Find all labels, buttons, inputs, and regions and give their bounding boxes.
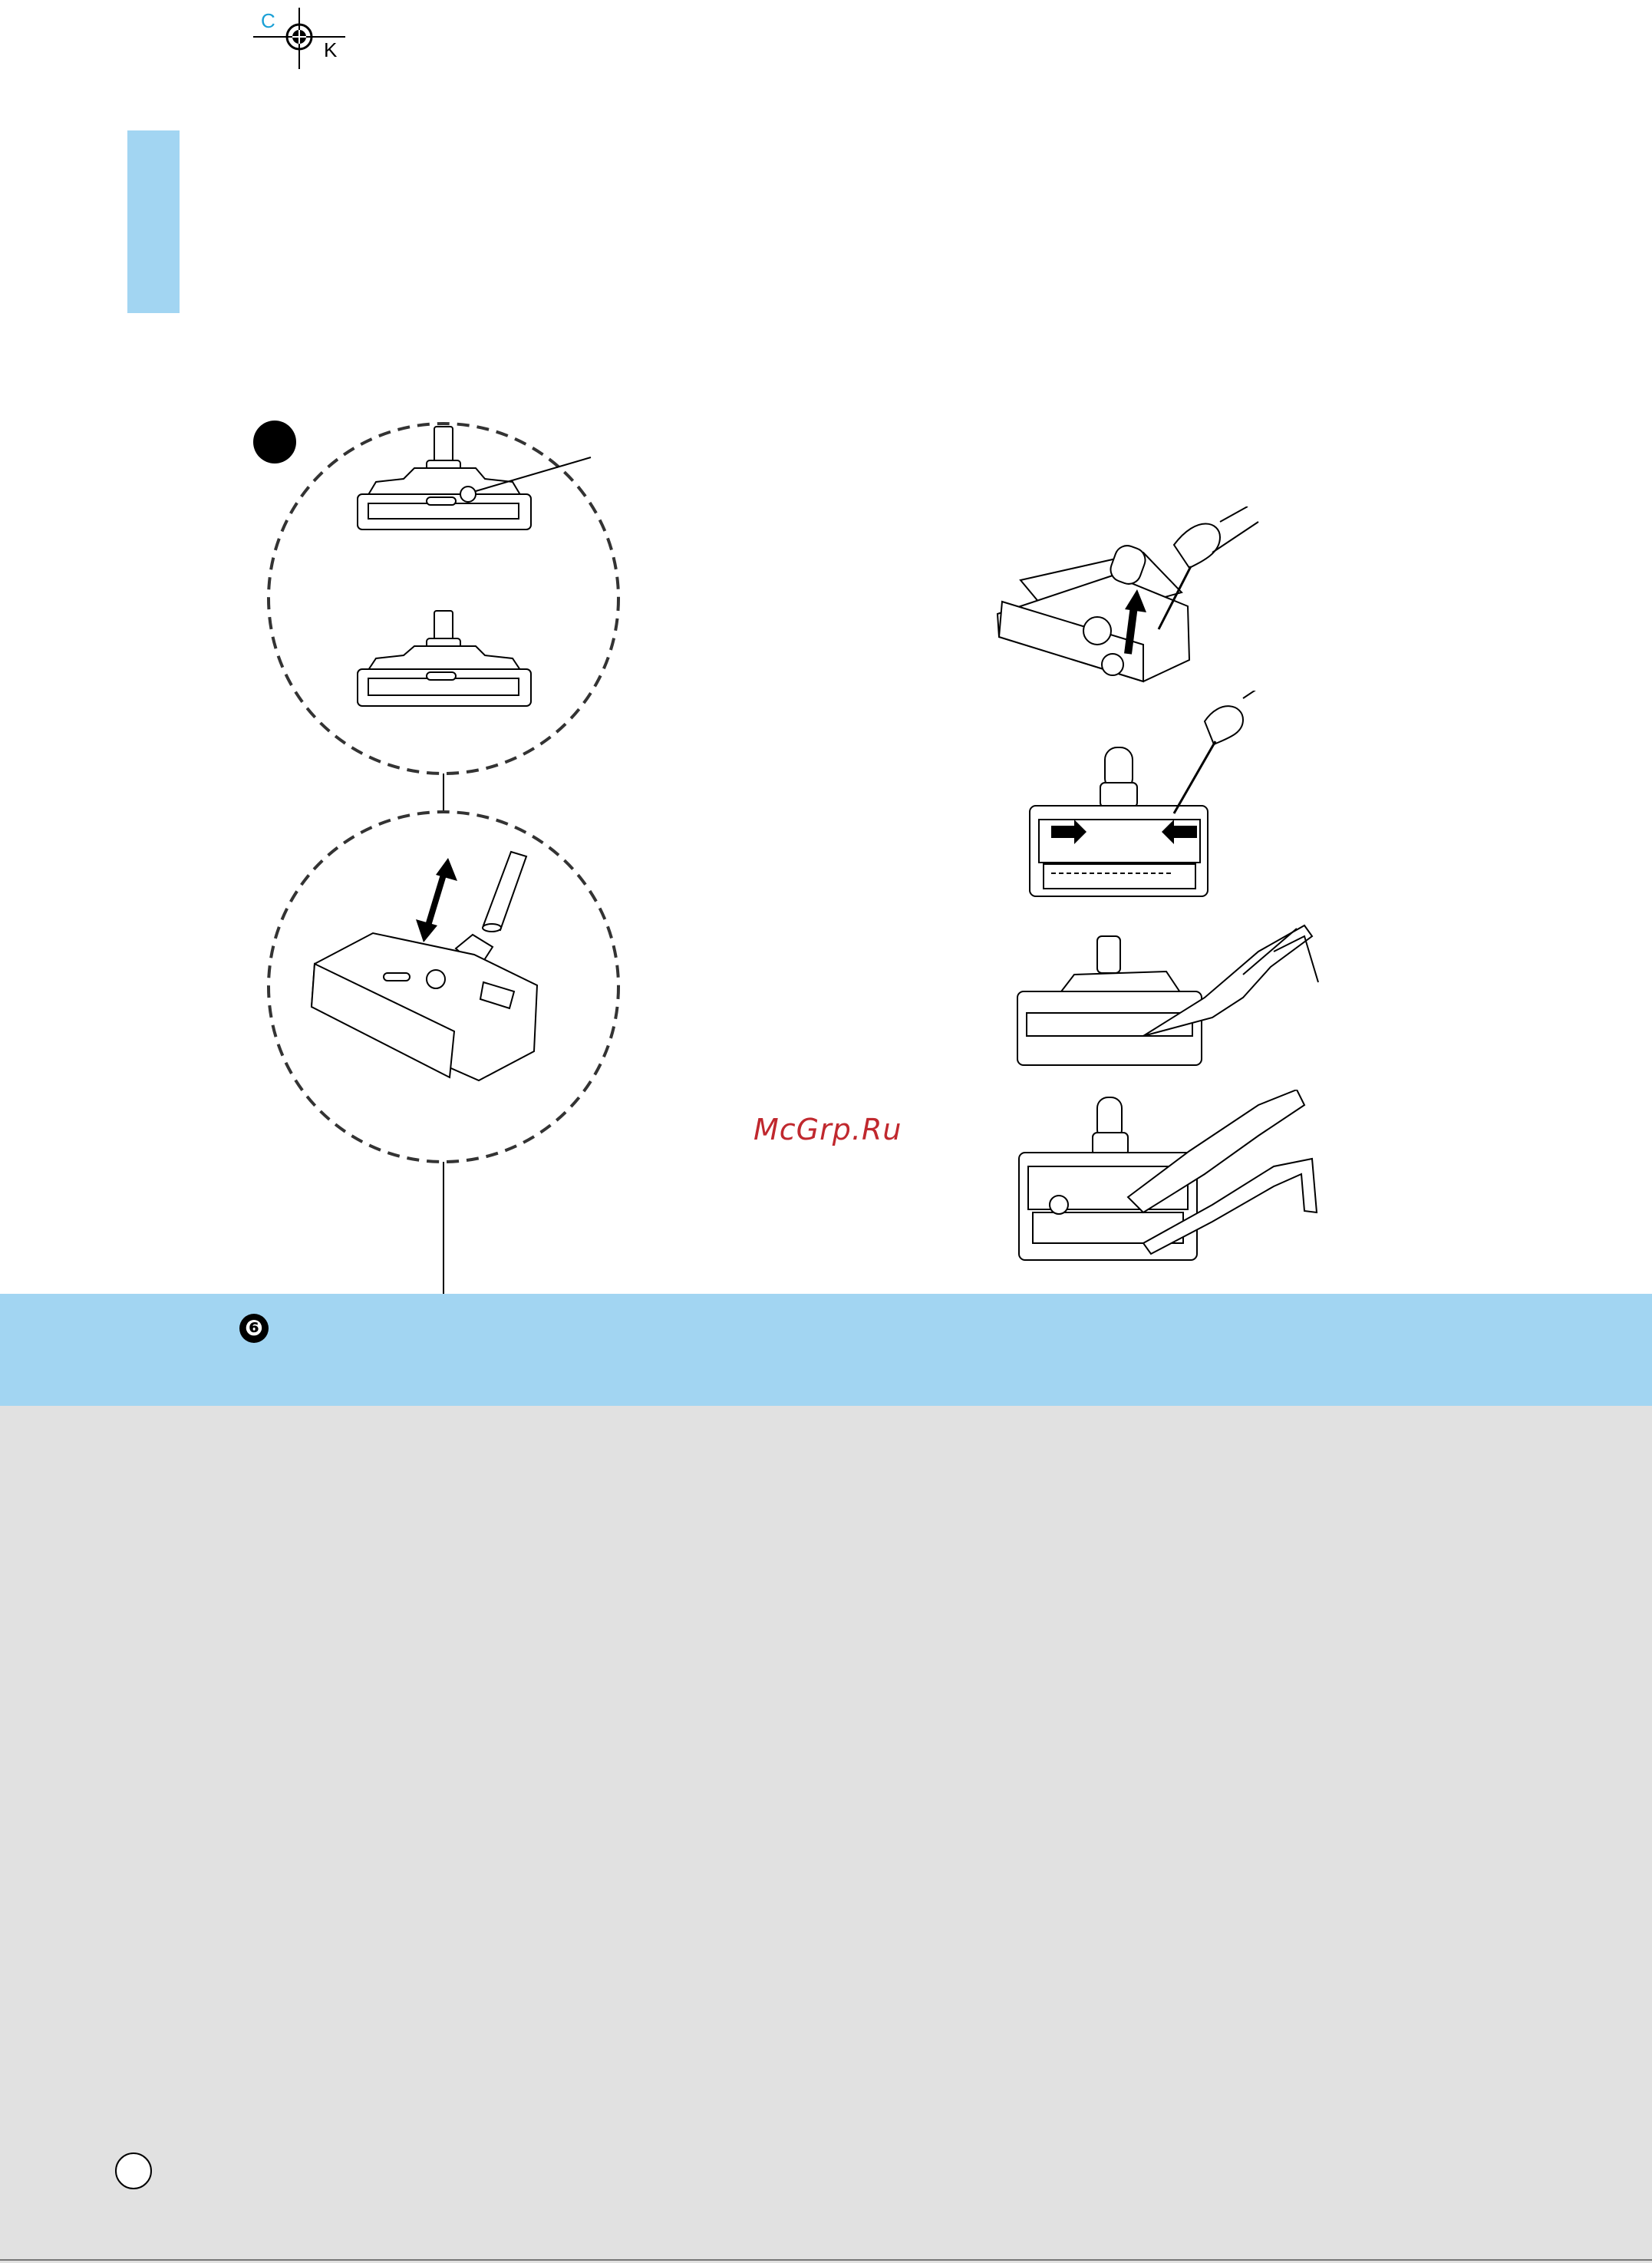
nozzle-underside-cleaning-illustration xyxy=(1013,1090,1320,1266)
nozzle-cleaning-with-hose-illustration xyxy=(1013,921,1320,1074)
nozzle-cover-removal-illustration xyxy=(990,506,1274,721)
crop-line xyxy=(0,2259,1652,2261)
nozzle-top-view-1 xyxy=(358,427,591,529)
section-header-band xyxy=(0,1294,1652,1406)
section-step-number: ❻ xyxy=(239,1314,269,1343)
power-nozzle-figure-left xyxy=(253,414,622,1297)
nozzle-top-view-2 xyxy=(358,611,531,706)
content-area xyxy=(0,1406,1652,2263)
side-tab xyxy=(127,130,180,313)
watermark-text: McGrp.Ru xyxy=(753,1113,902,1146)
page-number-circle-icon xyxy=(115,2152,152,2189)
nozzle-underside-illustration-1 xyxy=(1021,691,1281,906)
registration-c-label: C xyxy=(261,9,275,32)
double-arrow-icon xyxy=(416,858,457,942)
registration-k-label: K xyxy=(324,38,338,61)
nozzle-with-hose xyxy=(312,852,537,1080)
